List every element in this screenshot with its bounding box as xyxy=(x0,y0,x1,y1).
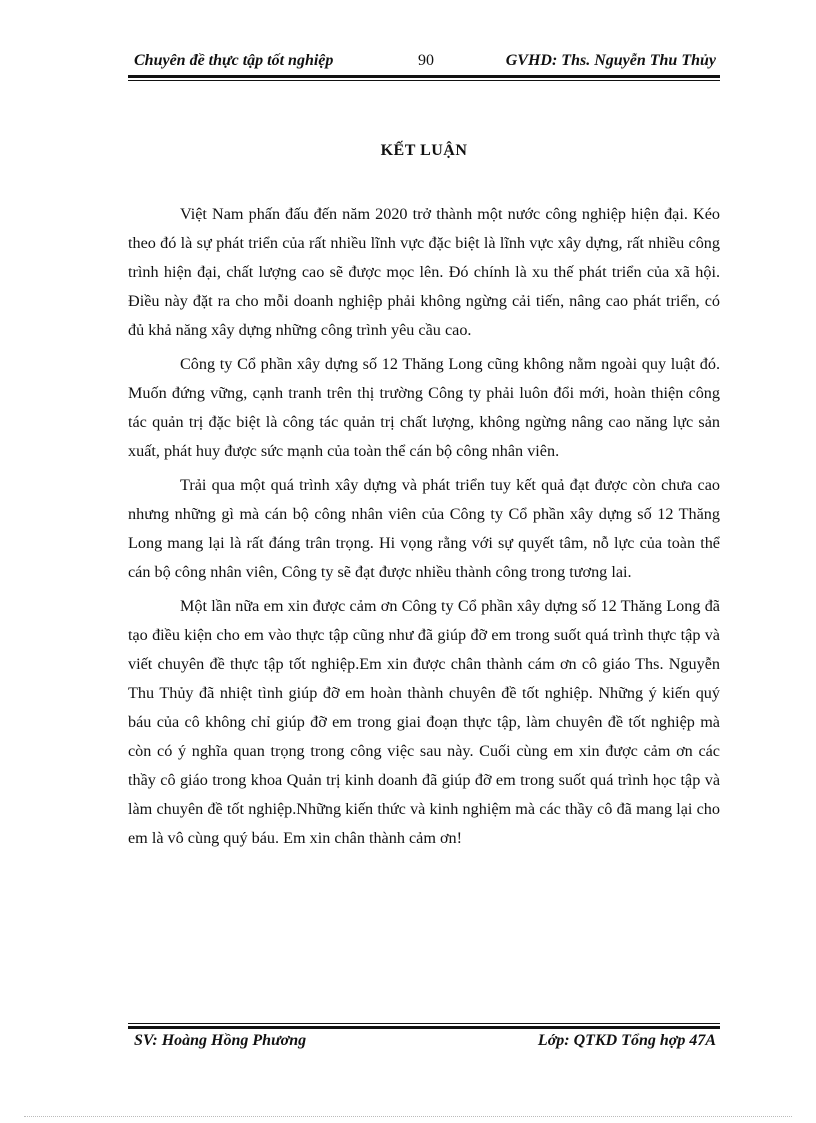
header-rule-thin xyxy=(128,80,720,81)
section-title: KẾT LUẬN xyxy=(380,142,468,159)
footer-rule-thin xyxy=(128,1023,720,1024)
header-supervisor: GVHD: Ths. Nguyễn Thu Thủy xyxy=(505,52,716,69)
paragraph: Việt Nam phấn đấu đến năm 2020 trở thành một nước công nghiệp hiện đại. Kéo theo đó là sự phát triển của rất nhiều lĩnh vực đặc biệt là lĩnh vực xây dựng, rất nhiều công trình hiện đại, chất lượng cao sẽ được mọc lên. Đó chính là xu thế phát triển của xã hội. Điều này đặt ra cho mỗi doanh nghiệp phải không ngừng cải tiến, nâng cao phát triển, có đủ khả năng xây dựng những công trình yêu cầu cao. xyxy=(128,205,720,339)
page-header xyxy=(128,52,720,74)
paragraph: Một lần nữa em xin được cảm ơn Công ty Cổ phần xây dựng số 12 Thăng Long đã tạo điều kiện cho em vào thực tập cũng như đã giúp đỡ em trong suốt quá trình thực tập và viết chuyên đề thực tập tốt nghiệp.Em xin được chân thành cám ơn cô giáo Ths. Nguyễn Thu Thủy đã nhiệt tình giúp đỡ em hoàn thành chuyên đề tốt nghiệp. Những ý kiến quý báu của cô không chỉ giúp đỡ em trong giai đoạn thực tập, làm chuyên đề tốt nghiệp mà còn có ý nghĩa quan trọng trong công việc sau này. Cuối cùng em xin được cảm ơn các thầy cô giáo trong khoa Quản trị kinh doanh đã giúp đỡ em trong suốt quá trình học tập và làm chuyên đề tốt nghiệp.Những kiến thức và kinh nghiệm mà các thầy cô đã mang lại cho em là vô cùng quý báu. Em xin chân thành cảm ơn! xyxy=(128,597,720,847)
bottom-dotted-line xyxy=(24,1116,792,1117)
header-rule-thick xyxy=(128,75,720,78)
body-text xyxy=(128,200,720,858)
paragraph: Công ty Cổ phần xây dựng số 12 Thăng Long cũng không nằm ngoài quy luật đó. Muốn đứng vững, cạnh tranh trên thị trường Công ty phải luôn đổi mới, hoàn thiện công tác quản trị đặc biệt là công tác quản trị chất lượng, không ngừng nâng cao năng lực sản xuất, phát huy được sức mạnh của toàn thể cán bộ công nhân viên. xyxy=(128,355,720,460)
footer-rule-thick xyxy=(128,1026,720,1029)
header-document-title: Chuyên đề thực tập tốt nghiệp xyxy=(134,52,334,69)
page-number: 90 xyxy=(418,52,434,69)
footer-class: Lớp: QTKD Tổng hợp 47A xyxy=(537,1032,716,1049)
paragraph: Trải qua một quá trình xây dựng và phát triển tuy kết quả đạt được còn chưa cao nhưng những gì mà cán bộ công nhân viên của Công ty Cổ phần xây dựng số 12 Thăng Long mang lại là rất đáng trân trọng. Hi vọng rằng với sự quyết tâm, nỗ lực của toàn thể cán bộ công nhân viên, Công ty sẽ đạt được nhiều thành công trong tương lai. xyxy=(128,476,720,581)
footer-student: SV: Hoàng Hồng Phương xyxy=(134,1032,307,1049)
page-footer xyxy=(128,1032,720,1054)
